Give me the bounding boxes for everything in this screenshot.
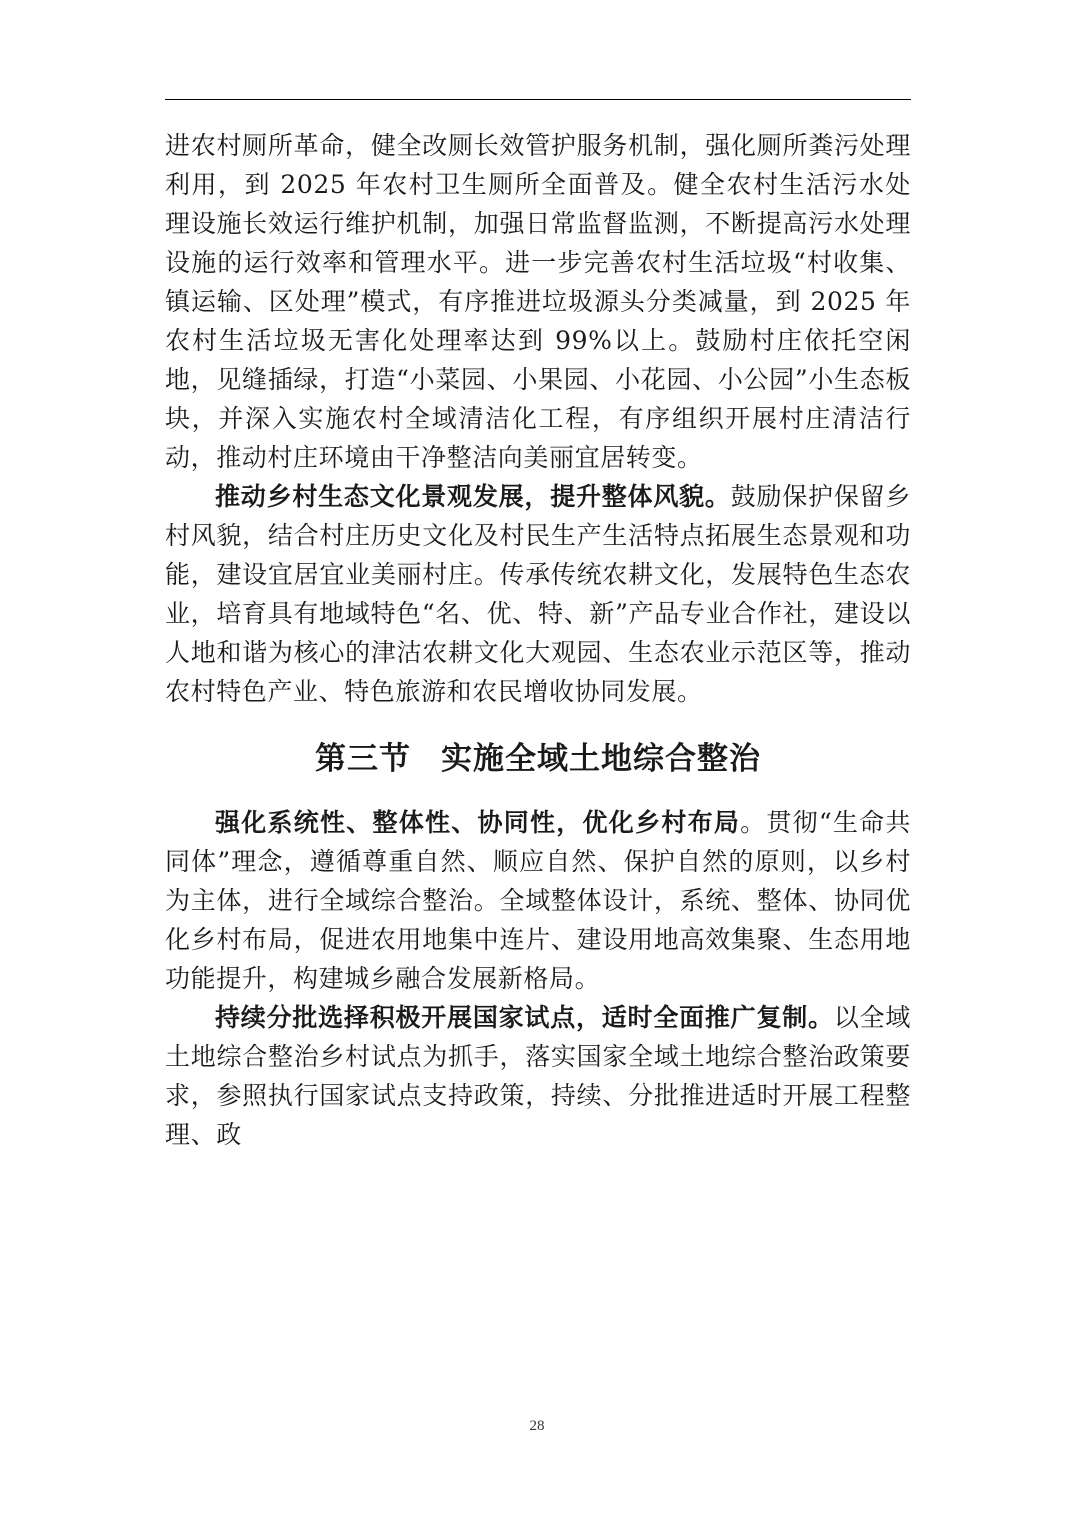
header-rule [165, 99, 911, 100]
paragraph-text: 鼓励保护保留乡村风貌，结合村庄历史文化及村民生产生活特点拓展生态景观和功能，建设宜居宜业美丽村庄。传承传统农耕文化，发展特色生态农业，培育具有地域特色“名、优、特、新”产品专业合作社，建设以人地和谐为核心的津沽农耕文化大观园、生态农业示范区等，推动农村特色产业、特色旅游和农民增收协同发展。 [165, 482, 911, 706]
section-title: 实施全域土地综合整治 [441, 741, 761, 777]
paragraph-lead: 强化系统性、整体性、协同性，优化乡村布局 [215, 808, 741, 837]
section-heading [165, 737, 911, 781]
paragraph-text: 以全域土地综合整治乡村试点为抓手，落实国家全域土地综合整治政策要求，参照执行国家试点支持政策，持续、分批推进适时开展工程整理、政 [165, 1003, 911, 1149]
paragraph-lead: 持续分批选择积极开展国家试点，适时全面推广复制。 [215, 1003, 834, 1032]
paragraph-continued [165, 126, 911, 477]
paragraph-optimize-layout [165, 803, 911, 998]
paragraph-national-pilot [165, 998, 911, 1154]
body-text [165, 126, 911, 1154]
paragraph-lead: 推动乡村生态文化景观发展，提升整体风貌。 [215, 482, 731, 511]
paragraph-text: 。贯彻“生命共同体”理念，遵循尊重自然、顺应自然、保护自然的原则，以乡村为主体，进行全域综合整治。全域整体设计，系统、整体、协同优化乡村布局，促进农用地集中连片、建设用地高效集聚、生态用地功能提升，构建城乡融合发展新格局。 [165, 808, 911, 993]
section-number: 第三节 [315, 741, 411, 777]
paragraph-ecological-landscape [165, 477, 911, 711]
page-number: 28 [529, 1418, 545, 1434]
paragraph-text: 进农村厕所革命，健全改厕长效管护服务机制，强化厕所粪污处理利用，到 2025 年农村卫生厕所全面普及。健全农村生活污水处理设施长效运行维护机制，加强日常监督监测，不断提高污水处理设施的运行效率和管理水平。进一步完善农村生活垃圾“村收集、镇运输、区处理”模式，有序推进垃圾源头分类减量，到 2025 年农村生活垃圾无害化处理率达到 99%以上。鼓励村庄依托空闲地，见缝插绿，打造“小菜园、小果园、小花园、小公园”小生态板块，并深入实施农村全域清洁化工程，有序组织开展村庄清洁行动，推动村庄环境由干净整洁向美丽宜居转变。 [165, 131, 911, 472]
